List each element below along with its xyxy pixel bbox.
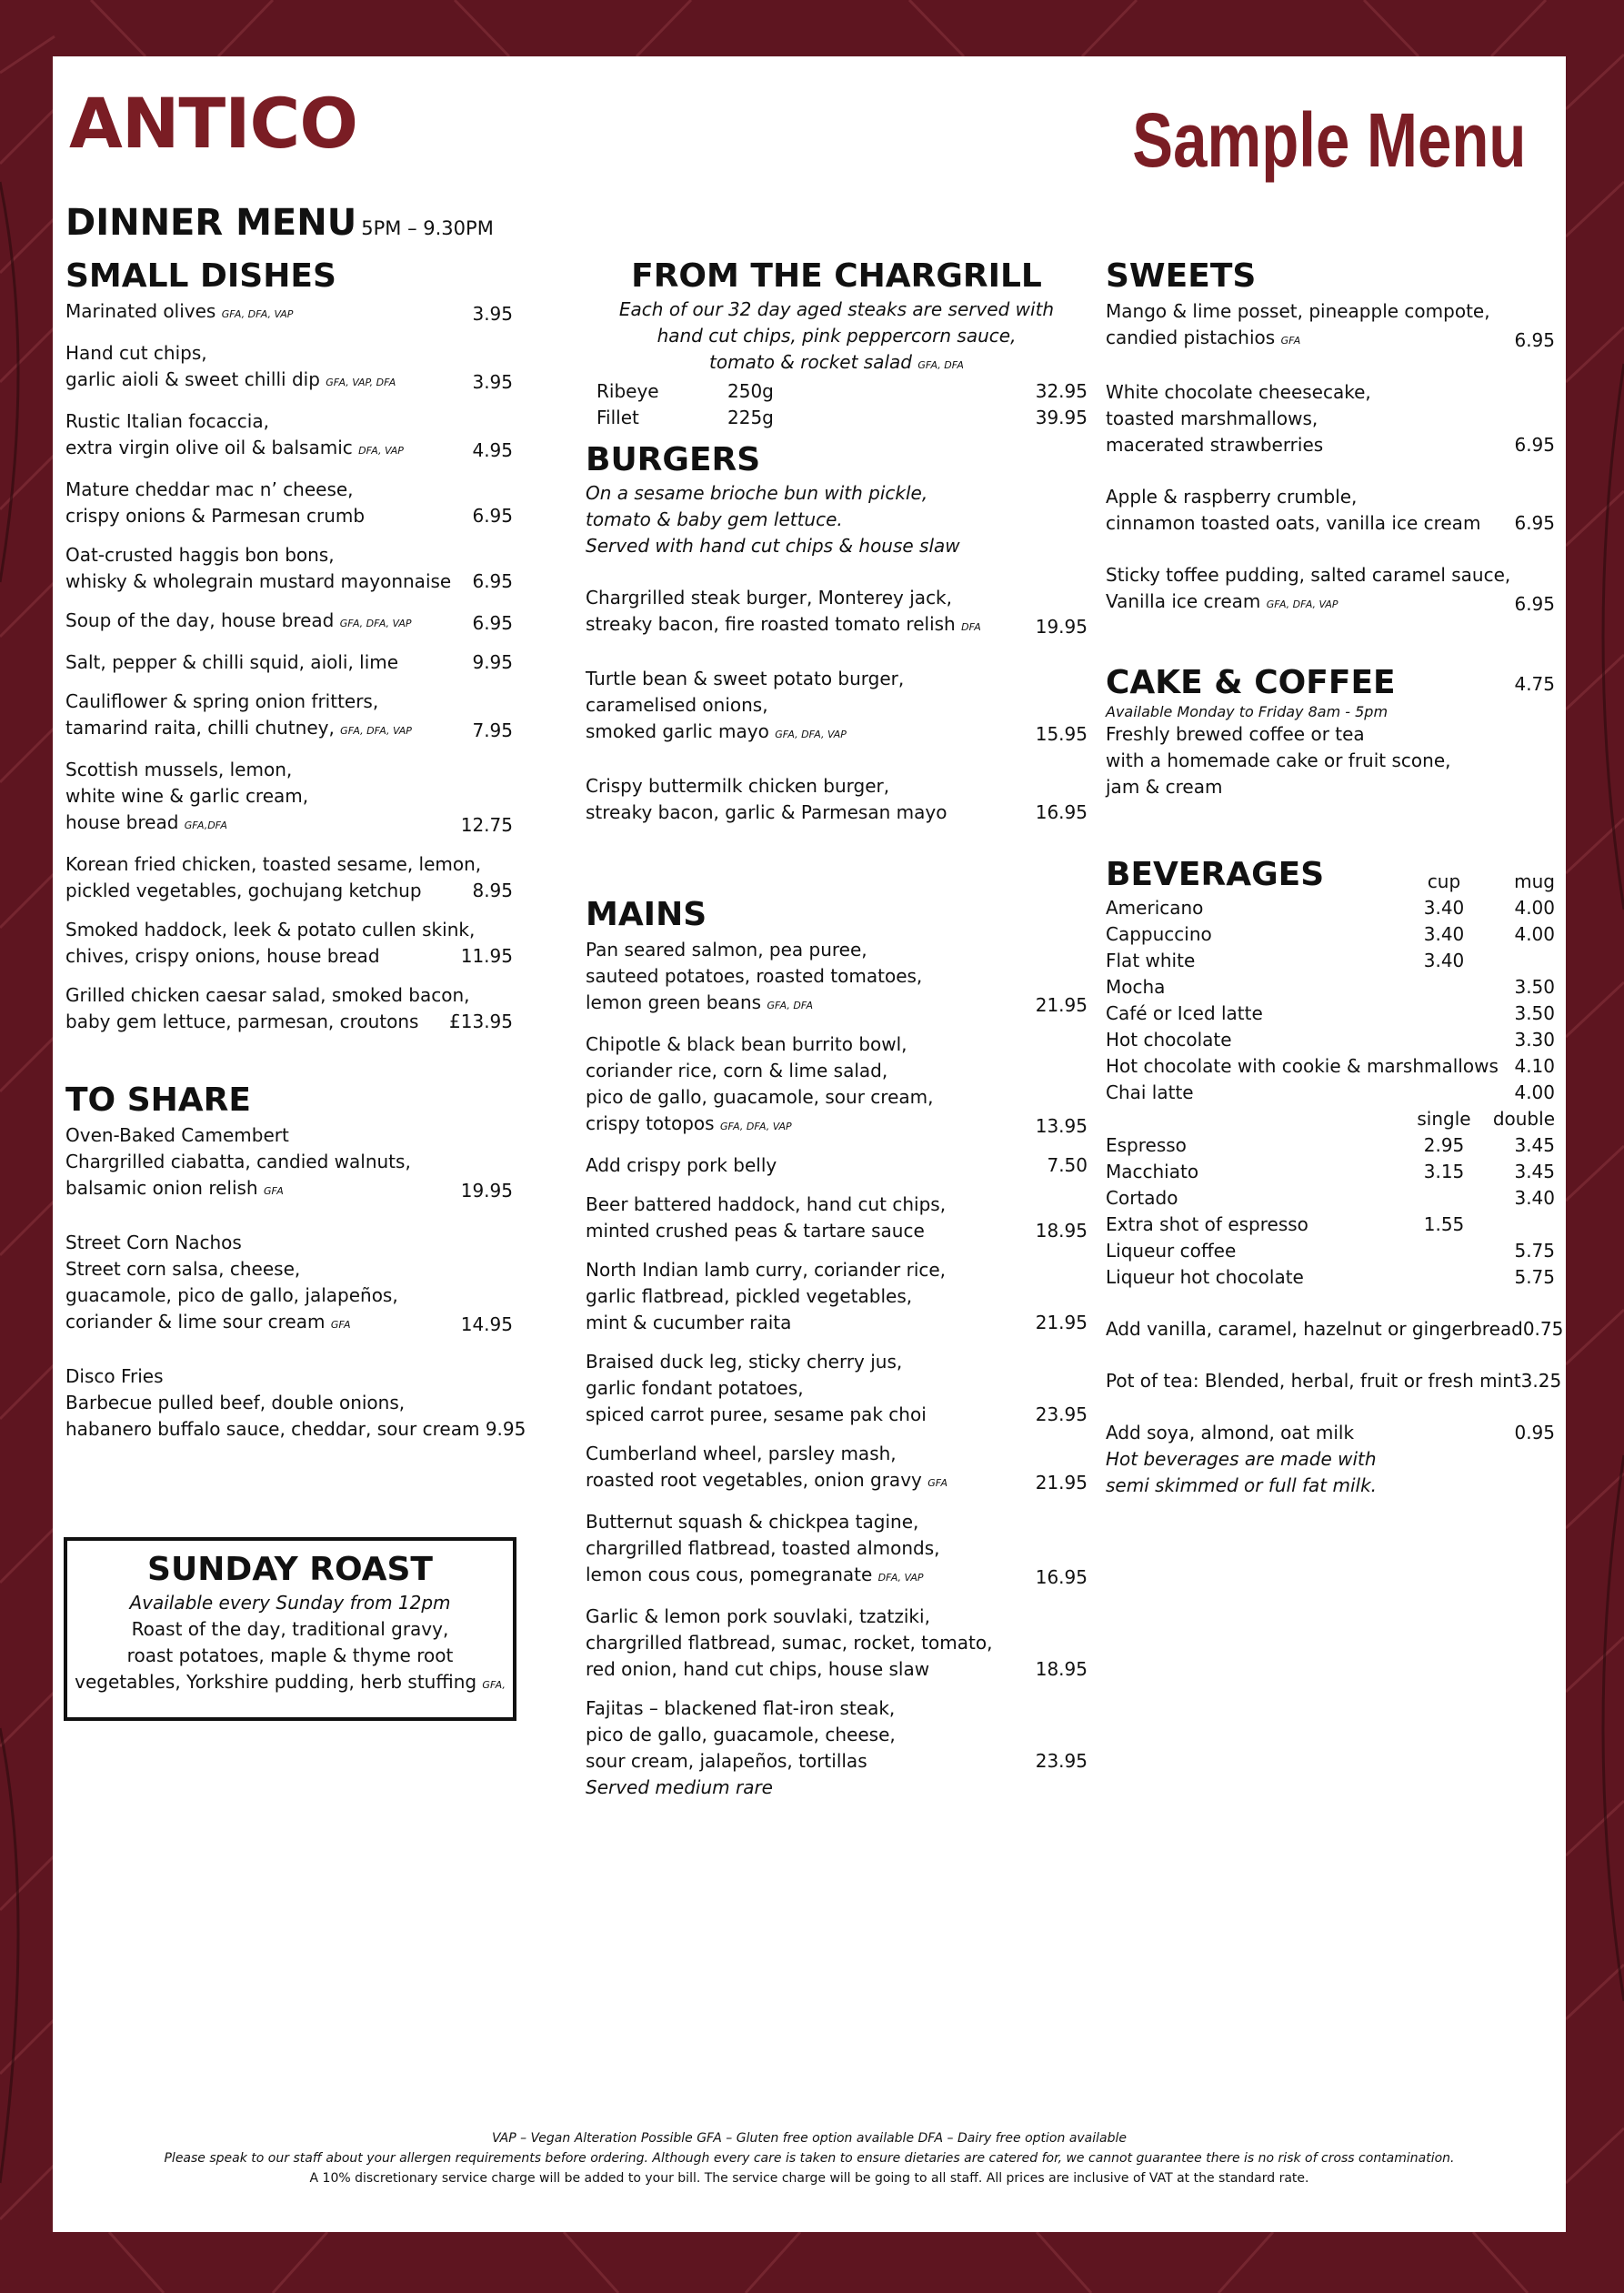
menu-item-line: Marinated olives GFA, DFA, VAP: [65, 300, 294, 322]
menu-item-line: Butternut squash & chickpea tagine,: [586, 1511, 919, 1533]
menu-item-line: Rustic Italian focaccia,: [65, 410, 269, 432]
menu-item: [586, 1604, 1088, 1683]
menu-item: [586, 1441, 1088, 1496]
text-line: with a homemade cake or fruit scone,: [1106, 749, 1451, 771]
beverage-row: [1106, 1238, 1555, 1264]
beverages-list-cup-mug: [1106, 895, 1555, 1106]
beverage-price-a: [1406, 974, 1482, 1001]
beverage-price-a: [1406, 1185, 1482, 1212]
dietary-tag: DFA, VAP: [358, 445, 404, 457]
beverage-price-b: 4.00: [1514, 923, 1555, 945]
beverage-name: Liqueur hot chocolate: [1106, 1266, 1304, 1288]
menu-item-line: garlic flatbread, pickled vegetables,: [586, 1285, 913, 1307]
menu-item-line: crispy onions & Parmesan crumb: [65, 505, 366, 527]
steak-row: [586, 405, 1088, 431]
beverage-price-a: [1406, 1027, 1482, 1053]
text-line: On a sesame brioche bun with pickle,: [586, 482, 928, 504]
beverage-name: Hot chocolate: [1106, 1029, 1232, 1051]
dietary-tag: GFA,DFA: [184, 820, 227, 831]
menu-item: [65, 851, 513, 904]
menu-item-line: chargrilled flatbread, toasted almonds,: [586, 1537, 940, 1559]
beverage-price-b: 3.45: [1514, 1134, 1555, 1156]
menu-item-price: 7.95: [472, 719, 513, 741]
menu-item-price: 18.95: [1035, 1658, 1088, 1680]
beverage-price-b: 5.75: [1514, 1266, 1555, 1288]
beverage-row: [1106, 1159, 1555, 1185]
menu-item-line: Pan seared salmon, pea puree,: [586, 939, 867, 960]
menu-item: [65, 408, 513, 464]
menu-item: [65, 917, 513, 970]
menu-item-price: 14.95: [460, 1313, 513, 1335]
chargrill-title: FROM THE CHARGRILL: [631, 257, 1042, 295]
menu-item-line: red onion, hand cut chips, house slaw: [586, 1658, 930, 1680]
menu-item-line: spiced carrot puree, sesame pak choi: [586, 1403, 927, 1425]
menu-item-price: 6.95: [1514, 329, 1555, 351]
sunday-roast-box: [64, 1537, 516, 1721]
dinner-title: DINNER MENU: [65, 202, 357, 244]
mains-list: [586, 937, 1088, 1775]
dietary-tag: DFA: [961, 621, 981, 633]
dietary-tag: GFA, DFA: [917, 359, 964, 371]
text-line: roast potatoes, maple & thyme root: [126, 1644, 454, 1666]
steak-weight: 225g: [727, 407, 774, 428]
menu-item-line: Street corn salsa, cheese,: [65, 1258, 301, 1280]
beverage-row: [1106, 1053, 1555, 1080]
beverage-extra-price: 0.95: [1514, 1422, 1555, 1443]
mains-title: MAINS: [586, 896, 707, 933]
menu-item-price: 3.95: [472, 303, 513, 325]
beverage-row: [1106, 1027, 1555, 1053]
menu-item-line: candied pistachios GFA: [1106, 327, 1301, 348]
sample-menu-title: Sample Menu: [1131, 97, 1526, 183]
dietary-tag: GFA, DFA, VAP: [221, 308, 294, 320]
beverages-list-single-double: [1106, 1132, 1555, 1291]
cake-coffee-availability: Available Monday to Friday 8am - 5pm: [1106, 703, 1388, 720]
menu-item: [65, 1363, 526, 1443]
beverage-name: Extra shot of espresso: [1106, 1213, 1308, 1235]
beverage-price-a: 3.40: [1423, 897, 1465, 919]
beverage-price-b: [1482, 948, 1555, 974]
menu-item-line: macerated strawberries: [1106, 434, 1324, 456]
beverage-name: Espresso: [1106, 1134, 1187, 1156]
beverage-row: [1106, 1132, 1555, 1159]
beverage-extra-row: [1106, 1368, 1562, 1394]
beverage-extra-row: [1106, 1316, 1564, 1343]
menu-item-line: Mango & lime posset, pineapple compote,: [1106, 300, 1490, 322]
menu-item-line: balsamic onion relish GFA: [65, 1177, 284, 1199]
text-line: Hot beverages are made with: [1106, 1448, 1377, 1470]
menu-item-price: 6.95: [472, 570, 513, 592]
menu-item: [1106, 379, 1555, 458]
dietary-tag: GFA,: [482, 1679, 506, 1691]
menu-item-line: tamarind raita, chilli chutney, GFA, DFA, VAP: [65, 717, 412, 739]
menu-item-line: chargrilled flatbread, sumac, rocket, tomato,: [586, 1632, 993, 1654]
beverages-extras: [1106, 1316, 1564, 1446]
dietary-tag: DFA, VAP: [877, 1572, 924, 1584]
menu-item: [586, 1695, 1088, 1775]
beverage-name: Café or Iced latte: [1106, 1002, 1263, 1024]
beverages-header: [1106, 855, 1555, 895]
dietary-tag: GFA: [330, 1319, 351, 1331]
menu-item-line: Oven-Baked Camembert: [65, 1124, 289, 1146]
menu-item-line: Soup of the day, house bread GFA, DFA, VAP: [65, 609, 412, 631]
beverages-col-mug: mug: [1514, 870, 1555, 892]
menu-item-line: Vanilla ice cream GFA, DFA, VAP: [1106, 590, 1338, 612]
cake-coffee-title: CAKE & COFFEE: [1106, 664, 1396, 701]
menu-item: [586, 585, 1088, 640]
menu-item: [586, 1152, 1088, 1179]
steak-price: 39.95: [1035, 407, 1088, 428]
menu-item-line: Apple & raspberry crumble,: [1106, 486, 1358, 508]
menu-item: [65, 649, 513, 676]
menu-item-line: pickled vegetables, gochujang ketchup: [65, 880, 422, 901]
menu-item: [586, 1509, 1088, 1591]
antico-logo: [65, 82, 393, 164]
menu-item: [586, 1192, 1088, 1244]
menu-item-line: sauteed potatoes, roasted tomatoes,: [586, 965, 923, 987]
chargrill-description: [586, 297, 1088, 378]
text-line: jam & cream: [1106, 776, 1223, 798]
menu-item-line: Grilled chicken caesar salad, smoked bacon,: [65, 984, 470, 1006]
menu-item-line: extra virgin olive oil & balsamic DFA, VAP: [65, 437, 404, 458]
beverage-extra-price: 3.25: [1520, 1370, 1562, 1392]
beverage-name: Macchiato: [1106, 1161, 1199, 1182]
sunday-roast-availability: Available every Sunday from 12pm: [129, 1592, 451, 1614]
menu-item-line: mint & cucumber raita: [586, 1312, 792, 1333]
menu-item-line: chives, crispy onions, house bread: [65, 945, 380, 967]
text-line: Freshly brewed coffee or tea: [1106, 723, 1365, 745]
beverage-name: Cortado: [1106, 1187, 1178, 1209]
steak-weight: 250g: [727, 380, 774, 402]
column-middle: [586, 256, 1088, 1801]
menu-item-price: 13.95: [1035, 1115, 1088, 1137]
beverage-price-b: 3.30: [1514, 1029, 1555, 1051]
menu-item-line: lemon cous cous, pomegranate DFA, VAP: [586, 1564, 924, 1585]
menu-item-price: 7.50: [1047, 1154, 1088, 1176]
menu-item-line: Braised duck leg, sticky cherry jus,: [586, 1351, 903, 1373]
menu-item-line: streaky bacon, fire roasted tomato relish DFA: [586, 613, 981, 635]
steak-name: Ribeye: [596, 380, 659, 402]
column-left: [65, 256, 526, 1443]
menu-item-line: Turtle bean & sweet potato burger,: [586, 668, 905, 689]
menu-item-line: white wine & garlic cream,: [65, 785, 309, 807]
menu-item-line: crispy totopos GFA, DFA, VAP: [586, 1112, 792, 1134]
beverage-price-a: [1406, 1264, 1482, 1291]
menu-item: [586, 773, 1088, 826]
beverage-name: Flat white: [1106, 950, 1196, 971]
menu-item-line: garlic fondant potatoes,: [586, 1377, 804, 1399]
menu-item: [65, 608, 513, 637]
menu-item-line: Cauliflower & spring onion fritters,: [65, 690, 379, 712]
beverages-col-cup: cup: [1427, 870, 1461, 892]
text-line: Each of our 32 day aged steaks are served with: [618, 298, 1055, 320]
steak-list: [586, 378, 1088, 431]
text-line: vegetables, Yorkshire pudding, herb stuffing GFA,: [75, 1671, 506, 1693]
menu-item-price: 4.95: [472, 439, 513, 461]
beverage-name: Mocha: [1106, 976, 1166, 998]
dietary-tag: GFA: [1280, 335, 1301, 347]
menu-item-line: coriander & lime sour cream GFA: [65, 1311, 351, 1333]
menu-item-line: house bread GFA,DFA: [65, 811, 227, 833]
beverage-extra-price: 0.75: [1522, 1318, 1564, 1340]
menu-item-line: Fajitas – blackened flat-iron steak,: [586, 1697, 896, 1719]
menu-item-price: £13.95: [449, 1011, 513, 1032]
menu-item-line: baby gem lettuce, parmesan, croutons: [65, 1011, 419, 1032]
menu-item-price: 23.95: [1035, 1403, 1088, 1425]
menu-item-line: Street Corn Nachos: [65, 1232, 242, 1253]
beverage-row: [1106, 1001, 1555, 1027]
beverage-price-a: 1.55: [1423, 1213, 1465, 1235]
menu-item-line: Crispy buttermilk chicken burger,: [586, 775, 890, 797]
beverage-row: [1106, 895, 1555, 921]
svg-text:ANTICO: ANTICO: [69, 83, 357, 164]
menu-item-price: 6.95: [472, 612, 513, 634]
menu-item-price: 12.75: [460, 814, 513, 836]
menu-item: [586, 1031, 1088, 1140]
menu-item-price: 6.95: [1514, 512, 1555, 534]
menu-item-price: 6.95: [1514, 593, 1555, 615]
steak-name: Fillet: [596, 407, 639, 428]
menu-item-line: guacamole, pico de gallo, jalapeños,: [65, 1284, 398, 1306]
menu-item-line: Hand cut chips,: [65, 342, 207, 364]
beverage-price-a: [1406, 1238, 1482, 1264]
menu-item-line: sour cream, jalapeños, tortillas: [586, 1750, 867, 1772]
menu-item-line: Korean fried chicken, toasted sesame, lemon,: [65, 853, 482, 875]
menu-item: [586, 1349, 1088, 1428]
cake-coffee-price: 4.75: [1514, 673, 1555, 695]
menu-item-line: Garlic & lemon pork souvlaki, tzatziki,: [586, 1605, 930, 1627]
beverage-row: [1106, 1212, 1555, 1238]
menu-item-line: pico de gallo, guacamole, sour cream,: [586, 1086, 934, 1108]
footer: [53, 2128, 1566, 2188]
menu-item-line: cinnamon toasted oats, vanilla ice cream: [1106, 512, 1481, 534]
beverage-row: [1106, 1080, 1555, 1106]
menu-item: [586, 937, 1088, 1019]
beverage-row: [1106, 948, 1555, 974]
beverage-name: Hot chocolate with cookie & marshmallows: [1106, 1055, 1499, 1077]
beverage-extra-name: Pot of tea: Blended, herbal, fruit or fresh mint: [1106, 1370, 1521, 1392]
burgers-description: [586, 480, 1088, 559]
beverage-extra-name: Add vanilla, caramel, hazelnut or gingerbread: [1106, 1318, 1523, 1340]
beverage-price-a: [1406, 1080, 1482, 1106]
dietary-tag: GFA, DFA, VAP: [339, 618, 412, 629]
menu-item-price: 8.95: [472, 880, 513, 901]
menu-item-line: Chargrilled steak burger, Monterey jack,: [586, 587, 952, 608]
menu-item-line: coriander rice, corn & lime salad,: [586, 1060, 888, 1081]
menu-item-price: 19.95: [460, 1180, 513, 1202]
beverage-name: Americano: [1106, 897, 1204, 919]
menu-item: [586, 1257, 1088, 1336]
menu-item: [65, 340, 513, 396]
menu-sheet: [53, 56, 1566, 2232]
text-line: semi skimmed or full fat milk.: [1106, 1474, 1378, 1496]
menu-item-price: 3.95: [472, 371, 513, 393]
menu-item-line: habanero buffalo sauce, cheddar, sour cream 9.95: [65, 1418, 526, 1440]
menu-item: [1106, 562, 1555, 618]
menu-item: [65, 542, 513, 595]
menu-item-price: 11.95: [460, 945, 513, 967]
menu-item-line: smoked garlic mayo GFA, DFA, VAP: [586, 720, 847, 742]
menu-item: [65, 982, 513, 1035]
menu-item-line: roasted root vegetables, onion gravy GFA: [586, 1469, 947, 1491]
menu-item: [65, 298, 513, 327]
dinner-hours: 5PM – 9.30PM: [361, 217, 494, 239]
menu-item-line: Add crispy pork belly: [586, 1154, 777, 1176]
cake-coffee-header: [1106, 663, 1555, 703]
menu-item: [65, 477, 513, 529]
sweets-title: SWEETS: [1106, 257, 1257, 295]
beverages-subheader: [1106, 1106, 1555, 1132]
burgers-list: [586, 585, 1088, 826]
menu-item-line: Disco Fries: [65, 1365, 164, 1387]
dietary-tag: GFA: [927, 1477, 947, 1489]
menu-item-price: 6.95: [472, 505, 513, 527]
beverage-price-a: 2.95: [1423, 1134, 1465, 1156]
beverage-extra-name: Add soya, almond, oat milk: [1106, 1422, 1355, 1443]
menu-item: [65, 689, 513, 744]
menu-item: [65, 757, 513, 839]
menu-item-line: Scottish mussels, lemon,: [65, 759, 293, 780]
beverage-price-a: 3.15: [1423, 1161, 1465, 1182]
dietary-tag: GFA, DFA, VAP: [340, 725, 412, 737]
beverage-price-a: [1499, 1053, 1515, 1080]
menu-item-line: Chargrilled ciabatta, candied walnuts,: [65, 1151, 411, 1172]
footer-service-charge: A 10% discretionary service charge will be added to your bill. The service charge will be going to all staff. All prices are inclusive of VAT at the standard rate.: [309, 2171, 1309, 2186]
beverage-price-b: 3.40: [1514, 1187, 1555, 1209]
menu-item: [1106, 298, 1555, 354]
menu-item: [65, 1230, 513, 1338]
menu-item-line: Barbecue pulled beef, double onions,: [65, 1392, 406, 1413]
menu-item-price: 18.95: [1035, 1220, 1088, 1242]
menu-item-line: Chipotle & black bean burrito bowl,: [586, 1033, 907, 1055]
beverage-price-b: 3.50: [1514, 1002, 1555, 1024]
beverage-price-b: 4.00: [1514, 897, 1555, 919]
menu-item-line: Mature cheddar mac n’ cheese,: [65, 478, 354, 500]
menu-item: [65, 1122, 513, 1204]
menu-item-price: 21.95: [1035, 994, 1088, 1016]
dietary-tag: GFA, DFA, VAP: [1266, 598, 1338, 610]
burgers-title: BURGERS: [586, 441, 761, 478]
beverage-extra-row: [1106, 1420, 1555, 1446]
beverage-row: [1106, 1185, 1555, 1212]
menu-item-line: White chocolate cheesecake,: [1106, 381, 1371, 403]
menu-item-line: whisky & wholegrain mustard mayonnaise: [65, 570, 452, 592]
dinner-menu-heading: [65, 202, 494, 244]
beverage-row: [1106, 1264, 1555, 1291]
menu-item-line: garlic aioli & sweet chilli dip GFA, VAP, DFA: [65, 368, 396, 390]
beverage-price-b: 4.00: [1514, 1081, 1555, 1103]
dietary-tag: GFA: [263, 1185, 284, 1197]
beverage-name: Liqueur coffee: [1106, 1240, 1237, 1262]
beverage-name: Cappuccino: [1106, 923, 1212, 945]
text-line: tomato & rocket salad GFA, DFA: [709, 351, 964, 373]
mains-note: Served medium rare: [586, 1776, 773, 1798]
menu-item-line: Oat-crusted haggis bon bons,: [65, 544, 335, 566]
menu-item-price: 16.95: [1035, 1566, 1088, 1588]
menu-item: [1106, 484, 1555, 537]
dietary-tag: GFA, DFA: [767, 1000, 814, 1011]
beverage-row: [1106, 974, 1555, 1001]
beverage-price-a: 3.40: [1423, 923, 1465, 945]
dietary-tag: GFA, DFA, VAP: [719, 1121, 792, 1132]
menu-item-line: North Indian lamb curry, coriander rice,: [586, 1259, 947, 1281]
menu-item-line: minted crushed peas & tartare sauce: [586, 1220, 925, 1242]
beverage-price-b: 5.75: [1514, 1240, 1555, 1262]
menu-item-price: 21.95: [1035, 1472, 1088, 1493]
menu-item-line: Salt, pepper & chilli squid, aioli, lime: [65, 651, 399, 673]
small-dishes-title: SMALL DISHES: [65, 257, 336, 295]
menu-item-price: 19.95: [1035, 616, 1088, 638]
to-share-title: TO SHARE: [65, 1081, 251, 1119]
text-line: Served with hand cut chips & house slaw: [586, 535, 960, 557]
beverages-col-single: single: [1417, 1108, 1471, 1130]
menu-item-price: 21.95: [1035, 1312, 1088, 1333]
menu-item-line: pico de gallo, guacamole, cheese,: [586, 1724, 896, 1745]
column-right: [1106, 256, 1564, 1499]
menu-item-price: 6.95: [1514, 434, 1555, 456]
menu-item-line: Beer battered haddock, hand cut chips,: [586, 1193, 947, 1215]
beverage-price-a: 3.40: [1423, 950, 1465, 971]
beverage-row: [1106, 921, 1555, 948]
steak-price: 32.95: [1035, 380, 1088, 402]
text-line: hand cut chips, pink peppercorn sauce,: [657, 325, 1017, 347]
menu-item-line: Cumberland wheel, parsley mash,: [586, 1443, 897, 1464]
menu-item-price: 15.95: [1035, 723, 1088, 745]
footer-legend: VAP – Vegan Alteration Possible GFA – Gluten free option available DFA – Dairy free option available: [491, 2131, 1128, 2146]
beverage-price-b: 3.45: [1514, 1161, 1555, 1182]
beverage-price-a: [1406, 1001, 1482, 1027]
menu-item-price: 9.95: [472, 651, 513, 673]
dietary-tag: GFA, DFA, VAP: [775, 729, 847, 740]
beverage-price-b: [1482, 1212, 1555, 1238]
sunday-roast-title: SUNDAY ROAST: [147, 1551, 433, 1588]
text-line: tomato & baby gem lettuce.: [586, 508, 843, 530]
menu-item-line: toasted marshmallows,: [1106, 407, 1318, 429]
beverage-name: Chai latte: [1106, 1081, 1194, 1103]
menu-item: [586, 666, 1088, 748]
cake-coffee-description: [1106, 721, 1555, 800]
steak-row: [586, 378, 1088, 405]
to-share-list: [65, 1122, 526, 1443]
menu-item-line: Smoked haddock, leek & potato cullen skink,: [65, 919, 476, 940]
beverages-col-double: double: [1492, 1108, 1555, 1130]
menu-item-price: 23.95: [1035, 1750, 1088, 1772]
beverage-price-b: 4.10: [1514, 1055, 1555, 1077]
beverages-note: [1106, 1446, 1555, 1499]
menu-item-line: caramelised onions,: [586, 694, 768, 716]
menu-item-price: 16.95: [1035, 801, 1088, 823]
sunday-roast-description: [67, 1616, 513, 1698]
menu-item-line: lemon green beans GFA, DFA: [586, 991, 814, 1013]
menu-item-line: streaky bacon, garlic & Parmesan mayo: [586, 801, 947, 823]
footer-allergen-notice: Please speak to our staff about your allergen requirements before ordering. Although every care is taken to ensure dietaries are catered for, we cannot guarantee there is no risk of cross contamination.: [164, 2151, 1455, 2166]
small-dishes-list: [65, 298, 513, 1035]
text-line: Roast of the day, traditional gravy,: [131, 1618, 449, 1640]
sweets-list: [1106, 298, 1555, 618]
dietary-tag: GFA, VAP, DFA: [326, 377, 396, 388]
beverages-title: BEVERAGES: [1106, 856, 1325, 893]
menu-item-line: Sticky toffee pudding, salted caramel sauce,: [1106, 564, 1511, 586]
beverage-price-b: 3.50: [1514, 976, 1555, 998]
